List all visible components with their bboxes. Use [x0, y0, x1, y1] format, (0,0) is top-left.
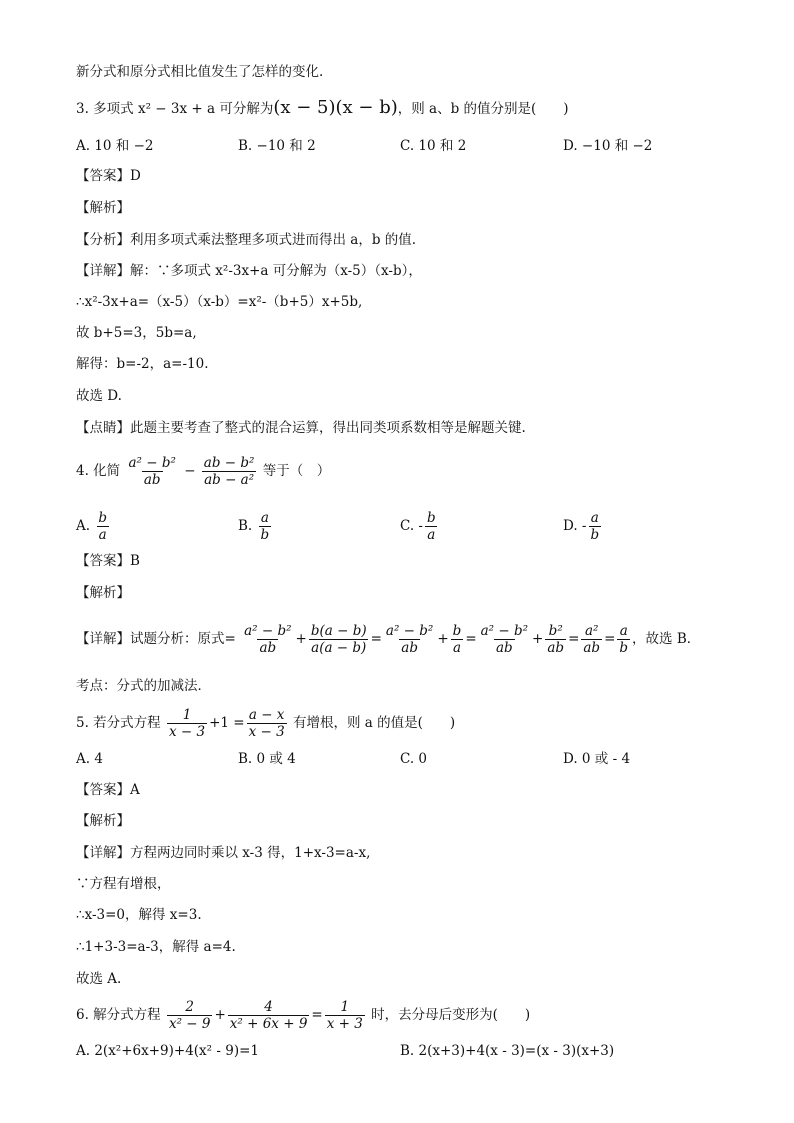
q4-option-c: C. - $\frac{b}{a}$	[400, 510, 436, 543]
q4-step-fraction: $\frac{\text{a²}}{ab}$	[583, 623, 601, 656]
q4-option-a: A. $\frac{b}{a}$	[76, 510, 107, 543]
detail-tag: 【详解】	[76, 263, 130, 279]
q5-stem-b: 有增根，则 a 的值是( )	[293, 715, 456, 731]
q6-fraction-1: $\frac{2}{\text{x² − 9}}$	[168, 999, 211, 1032]
q3-detail-4: 解得：b=-2，a=-10.	[76, 356, 209, 372]
q3-option-a: A. 10 和 −2	[76, 138, 154, 154]
equals-sign: =	[311, 1007, 323, 1023]
q3-stem-c: ，则 a、b 的值分别是( )	[397, 101, 569, 117]
q4-option-d: D. - $\frac{a}{b}$	[563, 510, 600, 543]
q4-option-d-fraction: $\frac{a}{b}$	[590, 510, 600, 543]
q4-step-fraction: $\frac{b(a - b)}{a(a - b)}$	[310, 623, 367, 656]
q3-analysis-tag: 【解析】	[76, 200, 130, 216]
q6-fraction-2: $\frac{4}{\text{x² + 6x + 9}}$	[229, 999, 308, 1032]
q3-answer	[76, 166, 141, 186]
q6-option-a: A. 2(x²+6x+9)+4(x² - 9)=1	[76, 1043, 259, 1059]
q5-detail-3: ∴x-3=0，解得 x=3.	[76, 907, 202, 923]
plus-sign: +	[532, 631, 544, 647]
q5-answer	[76, 780, 140, 800]
detail-pre: 试题分析：原式=	[130, 631, 236, 647]
detail-post: ，故选 B．	[632, 631, 701, 647]
q5-stem	[76, 704, 455, 742]
fenxi-text: 利用多项式乘法整理多项式进而得出 a，b 的值.	[130, 232, 417, 248]
q4-step-fraction: $\frac{a}{b}$	[619, 623, 629, 656]
q5-option-d: D. 0 或 - 4	[563, 751, 631, 767]
q4-minus: −	[184, 463, 196, 479]
q5-analysis-tag: 【解析】	[76, 813, 130, 829]
q3-stem	[76, 98, 569, 119]
q3-option-c: C. 10 和 2	[400, 138, 467, 154]
q5-option-c: C. 0	[400, 751, 428, 767]
detail-text: 方程两边同时乘以 x-3 得，1+x-3=a-x,	[130, 845, 371, 861]
q4-detail	[76, 620, 700, 658]
q3-stem-b: 可分解为	[215, 101, 274, 117]
answer-value: A	[130, 782, 140, 798]
q5-detail-4: ∴1+3-3=a-3，解得 a=4.	[76, 939, 236, 955]
q4-answer	[76, 551, 140, 571]
q5-detail-1	[76, 843, 370, 863]
q5-mid: +1 =	[209, 715, 245, 731]
equals-sign: =	[465, 631, 477, 647]
q4-option-b-fraction: $\frac{a}{b}$	[260, 510, 270, 543]
answer-value: D	[130, 168, 141, 184]
q6-fraction-3: $\frac{1}{x + 3}$	[326, 999, 363, 1032]
answer-tag: 【答案】	[76, 553, 130, 569]
q4-step-fraction: $\frac{b}{a}$	[452, 623, 462, 656]
q4-step-fraction: $\frac{\text{a² − b²}}{ab}$	[385, 623, 434, 656]
detail-tag: 【详解】	[76, 845, 130, 861]
q3-factor: (x − 5)(x − b)	[273, 97, 398, 118]
q4-step-fraction: $\frac{\text{a² − b²}}{ab}$	[244, 623, 292, 656]
fenxi-tag: 【分析】	[76, 232, 130, 248]
q4-option-c-fraction: $\frac{b}{a}$	[427, 510, 436, 543]
q5-stem-a: 5. 若分式方程	[76, 715, 161, 731]
detail-tag: 【详解】	[76, 631, 130, 647]
plus-sign: +	[214, 1007, 226, 1023]
q3-detail-2: ∴x²-3x+a=（x-5）（x-b）=x²-（b+5）x+5b,	[76, 294, 363, 310]
q4-stem-a: 4. 化简	[76, 463, 121, 479]
q4-stem-b: 等于（ ）	[262, 463, 331, 479]
q3-comment	[76, 418, 526, 438]
answer-value: B	[130, 553, 140, 569]
equals-sign: =	[568, 631, 580, 647]
q6-stem-b: 时，去分母后变形为( )	[371, 1007, 531, 1023]
q5-detail-5: 故选 A.	[76, 971, 122, 987]
q4-option-b: B. $\frac{a}{b}$	[238, 510, 270, 543]
q5-option-a: A. 4	[76, 751, 103, 767]
q4-option-a-fraction: $\frac{b}{a}$	[98, 510, 107, 543]
plus-sign: +	[437, 631, 449, 647]
q3-detail-5: 故选 D.	[76, 388, 122, 404]
q4-step-fraction: $\frac{\text{b²}}{ab}$	[547, 623, 565, 656]
q4-fraction-1: $\frac{\text{a² − b²}}{ab}$	[128, 455, 176, 488]
q3-option-d: D. −10 和 −2	[563, 138, 653, 154]
detail-text: 解：∵多项式 x²-3x+a 可分解为（x-5）（x-b），	[130, 263, 422, 279]
comment-tag: 【点睛】	[76, 420, 130, 436]
q4-step-fraction: $\frac{\text{a² − b²}}{ab}$	[480, 623, 529, 656]
equals-sign: =	[604, 631, 616, 647]
q4-analysis-tag: 【解析】	[76, 585, 130, 601]
q5-fraction-1: $\frac{1}{x - 3}$	[168, 707, 206, 740]
comment-text: 此题主要考查了整式的混合运算，得出同类项系数相等是解题关键.	[130, 420, 526, 436]
q6-option-b: B. 2(x+3)+4(x - 3)=(x - 3)(x+3)	[400, 1043, 615, 1059]
q3-stem-a: 3. 多项式	[76, 101, 138, 117]
q3-poly: x² − 3x + a	[137, 101, 216, 117]
q5-option-b: B. 0 或 4	[238, 751, 296, 767]
q3-detail-3: 故 b+5=3，5b=a,	[76, 325, 197, 341]
plus-sign: +	[295, 631, 307, 647]
q3-detail-1	[76, 261, 422, 281]
answer-tag: 【答案】	[76, 168, 130, 184]
q6-stem	[76, 996, 530, 1034]
answer-tag: 【答案】	[76, 782, 130, 798]
q4-kaodian: 考点：分式的加减法．	[76, 678, 211, 694]
q3-fenxi	[76, 230, 416, 250]
q5-fraction-2: $\frac{a - x}{x - 3}$	[248, 707, 285, 740]
equals-sign: =	[370, 631, 382, 647]
q5-detail-2: ∵方程有增根，	[76, 876, 171, 892]
intro-line: 新分式和原分式相比值发生了怎样的变化.	[76, 64, 324, 80]
q4-stem	[76, 452, 330, 490]
q3-option-b: B. −10 和 2	[238, 138, 316, 154]
q4-fraction-2: $\frac{\text{ab − b²}}{\text{ab − a²}}$	[203, 455, 255, 488]
q6-stem-a: 6. 解分式方程	[76, 1007, 161, 1023]
